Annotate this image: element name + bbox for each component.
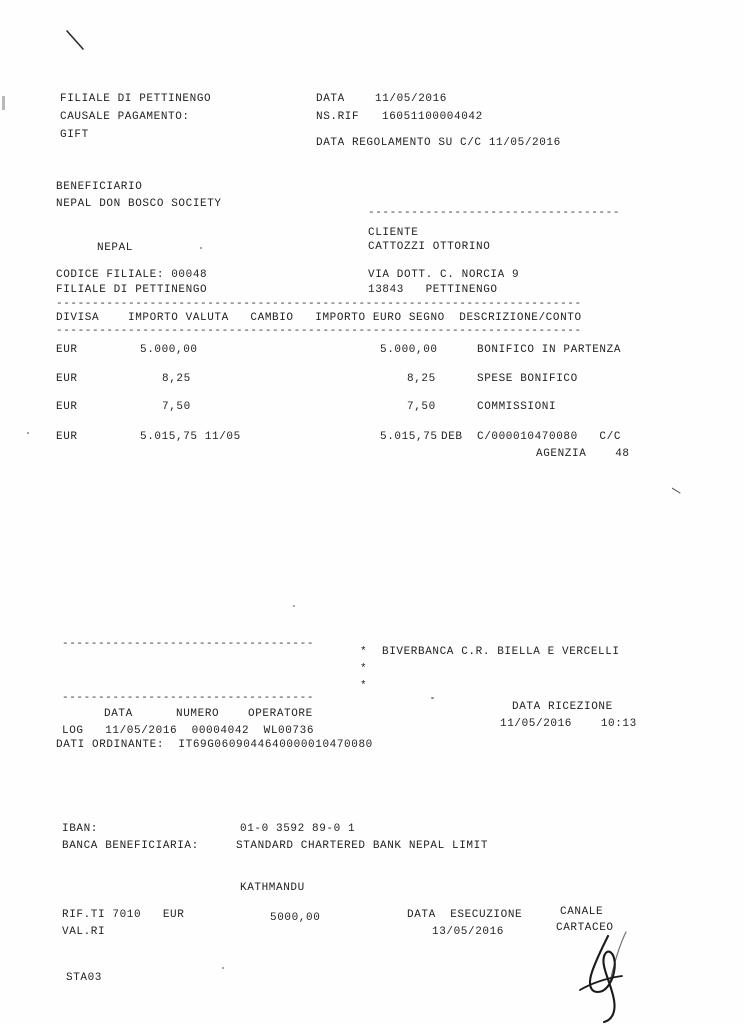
- cell-importo-euro: 8,25: [407, 373, 436, 385]
- cell-importo-valuta: 5.015,75 11/05: [140, 431, 241, 443]
- beneficiary-name: NEPAL DON BOSCO SOCIETY: [56, 198, 222, 210]
- beneficiary-bank-label: BANCA BENEFICIARIA:: [62, 840, 199, 852]
- rif-label: RIF.TI 7010 EUR: [62, 909, 185, 921]
- cell-divisa: EUR: [56, 344, 78, 356]
- causale-value: GIFT: [60, 129, 89, 141]
- client-city: 13843 PETTINENGO: [368, 284, 498, 296]
- reference-label: NS.RIF: [316, 111, 360, 123]
- cell-divisa: EUR: [56, 431, 78, 443]
- client-address: VIA DOTT. C. NORCIA 9: [368, 269, 520, 281]
- client-label: CLIENTE: [368, 227, 419, 239]
- settlement-line: DATA REGOLAMENTO SU C/C 11/05/2016: [316, 137, 561, 149]
- client-name: CATTOZZI OTTORINO: [368, 241, 491, 253]
- cell-importo-euro: 5.000,00: [380, 344, 438, 356]
- channel-value: CARTACEO: [556, 922, 614, 934]
- bank-divider-top: -----------------------------------: [62, 638, 315, 650]
- iban-value: 01-0 3592 89-0 1: [240, 823, 356, 835]
- handwritten-signature: [556, 930, 676, 1025]
- branch-name-line: FILIALE DI PETTINENGO: [56, 284, 208, 296]
- execution-label: DATA ESECUZIONE: [407, 909, 523, 921]
- beneficiary-label: BENEFICIARIO: [56, 181, 143, 193]
- bank-star-1: *: [360, 646, 368, 658]
- agency-line: AGENZIA 48: [536, 448, 630, 460]
- iban-label: IBAN:: [62, 823, 99, 835]
- bank-star-3: *: [360, 680, 368, 692]
- bank-star-2: *: [360, 663, 368, 675]
- cell-segno: DEB: [441, 431, 463, 443]
- cell-divisa: EUR: [56, 401, 78, 413]
- paper-speck-5: [431, 697, 434, 699]
- edge-tick-left: [2, 96, 5, 110]
- paper-speck-3: [293, 605, 295, 607]
- cell-descrizione: COMMISSIONI: [477, 401, 557, 413]
- date-value: 11/05/2016: [375, 93, 448, 105]
- bank-divider-bottom: -----------------------------------: [62, 692, 315, 704]
- beneficiary-bank-city: KATHMANDU: [240, 882, 305, 894]
- cell-importo-euro: 5.015,75: [380, 431, 438, 443]
- causale-label: CAUSALE PAGAMENTO:: [60, 111, 190, 123]
- log-line: LOG 11/05/2016 00004042 WL00736: [62, 725, 315, 737]
- terminal-code: STA03: [66, 972, 103, 984]
- cell-divisa: EUR: [56, 373, 78, 385]
- val-label: VAL.RI: [62, 926, 106, 938]
- paper-speck-4: [222, 967, 224, 969]
- pen-stroke-mark: [66, 30, 88, 52]
- paper-speck-1: [200, 247, 202, 249]
- cell-importo-euro: 7,50: [407, 401, 436, 413]
- reception-value: 11/05/2016 10:13: [500, 718, 637, 730]
- table-divider-bottom: -------------------------------------------------------------------------: [56, 325, 582, 337]
- table-headers: DIVISA IMPORTO VALUTA CAMBIO IMPORTO EURO SEGNO DESCRIZIONE/CONTO: [56, 312, 582, 324]
- cell-importo-valuta: 7,50: [162, 401, 191, 413]
- cell-descrizione: BONIFICO IN PARTENZA: [477, 344, 622, 356]
- bank-name: BIVERBANCA C.R. BIELLA E VERCELLI: [382, 646, 620, 658]
- beneficiary-bank-value: STANDARD CHARTERED BANK NEPAL LIMIT: [236, 840, 489, 852]
- stray-mark-right: [672, 487, 682, 497]
- date-label: DATA: [316, 93, 345, 105]
- cell-importo-valuta: 5.000,00: [140, 344, 198, 356]
- client-separator: -----------------------------------: [368, 207, 621, 219]
- rif-amount: 5000,00: [270, 912, 321, 924]
- paper-speck-2: [27, 432, 29, 434]
- table-divider-top: -------------------------------------------------------------------------: [56, 298, 582, 310]
- log-headers: DATA NUMERO OPERATORE: [104, 708, 313, 720]
- reception-label: DATA RICEZIONE: [512, 701, 613, 713]
- cell-descrizione: SPESE BONIFICO: [477, 373, 578, 385]
- execution-value: 13/05/2016: [432, 926, 505, 938]
- branch-line: FILIALE DI PETTINENGO: [60, 93, 212, 105]
- beneficiary-country: NEPAL: [97, 242, 134, 254]
- cell-descrizione: C/000010470080 C/C: [477, 431, 622, 443]
- channel-label: CANALE: [560, 906, 604, 918]
- branch-code-line: CODICE FILIALE: 00048: [56, 269, 208, 281]
- reference-value: 16051100004042: [382, 111, 483, 123]
- cell-importo-valuta: 8,25: [162, 373, 191, 385]
- ordinante-line: DATI ORDINANTE: IT69G0609044640000010470080: [56, 739, 373, 751]
